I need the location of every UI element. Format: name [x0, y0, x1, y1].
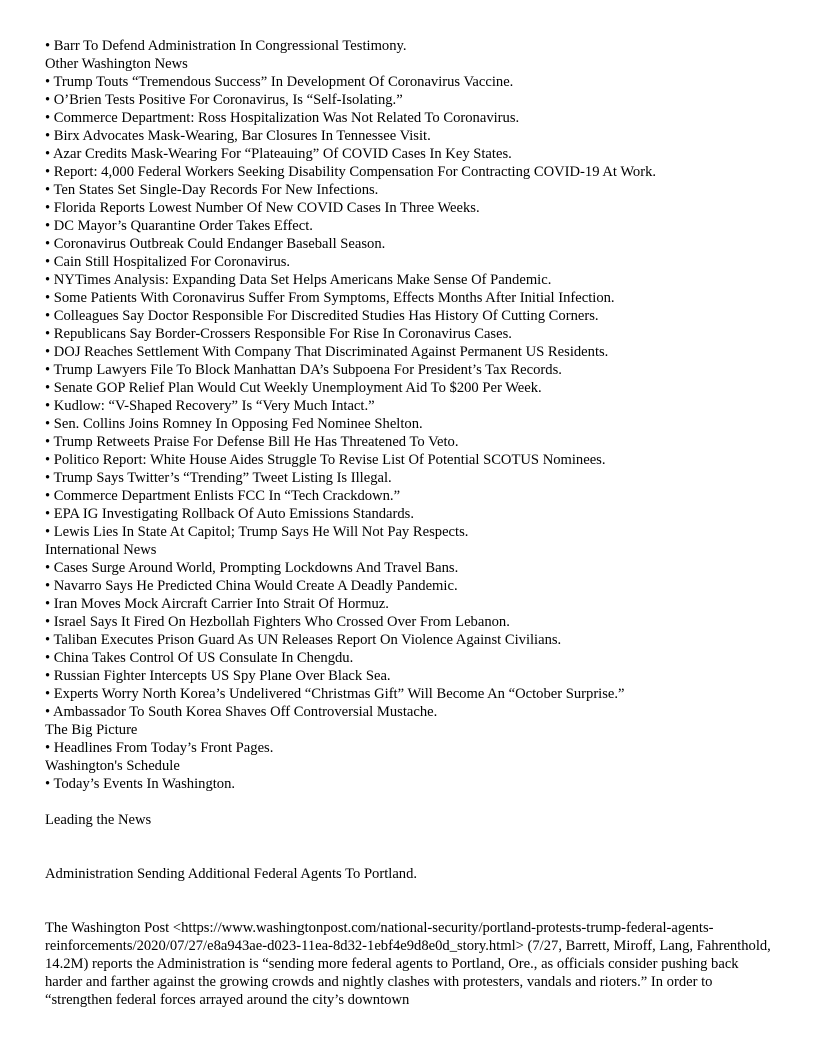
list-item: • Israel Says It Fired On Hezbollah Fighters Who Crossed Over From Lebanon. — [45, 614, 510, 630]
spacer — [45, 793, 775, 811]
list-item: • Coronavirus Outbreak Could Endanger Baseball Season. — [45, 236, 386, 252]
list-item: • Cain Still Hospitalized For Coronavirus. — [45, 254, 291, 270]
list-item: • Kudlow: “V-Shaped Recovery” Is “Very Much Intact.” — [45, 398, 375, 414]
story-body: The Washington Post <https://www.washingtonpost.com/national-security/portland-protests-trump-federal-agents-reinforcements/2020/07/27/e8a943ae-d023-11ea-8d32-1ebf4e9d8e0d_story.html> (7/27, Barrett, Miroff, Lang, Fahrenthold, 14.2M) reports the Administration is “sending more federal agents to Portland, Ore., as officials consider pushing back harder and farther against the growing crowds and nightly clashes with protesters, vandals and rioters.” In order to “strengthen federal forces arrayed around the city’s downtown — [45, 920, 771, 1008]
list-item: • DOJ Reaches Settlement With Company That Discriminated Against Permanent US Residents. — [45, 344, 609, 360]
list-item: • Colleagues Say Doctor Responsible For Discredited Studies Has History Of Cutting Corners. — [45, 308, 599, 324]
story-title: Administration Sending Additional Federal Agents To Portland. — [45, 866, 418, 882]
document-page — [45, 37, 775, 1009]
list-item: • Ten States Set Single-Day Records For New Infections. — [45, 182, 379, 198]
list-item: • Headlines From Today’s Front Pages. — [45, 740, 274, 756]
section-heading-international-news: International News — [45, 542, 157, 558]
list-item: • Lewis Lies In State At Capitol; Trump Says He Will Not Pay Respects. — [45, 524, 469, 540]
list-item: • Trump Lawyers File To Block Manhattan DA’s Subpoena For President’s Tax Records. — [45, 362, 562, 378]
section-heading-washington-schedule: Washington's Schedule — [45, 758, 180, 774]
spacer — [45, 883, 775, 919]
list-item: • Some Patients With Coronavirus Suffer From Symptoms, Effects Months After Initial Infection. — [45, 290, 615, 306]
list-item: • Trump Retweets Praise For Defense Bill He Has Threatened To Veto. — [45, 434, 459, 450]
other-washington-news-list — [45, 73, 775, 541]
list-item: • Navarro Says He Predicted China Would Create A Deadly Pandemic. — [45, 578, 458, 594]
list-item: • Taliban Executes Prison Guard As UN Releases Report On Violence Against Civilians. — [45, 632, 562, 648]
list-item: • O’Brien Tests Positive For Coronavirus, Is “Self-Isolating.” — [45, 92, 403, 108]
list-item: • Ambassador To South Korea Shaves Off Controversial Mustache. — [45, 704, 438, 720]
list-item: • Azar Credits Mask-Wearing For “Plateauing” Of COVID Cases In Key States. — [45, 146, 512, 162]
list-item: • Republicans Say Border-Crossers Responsible For Rise In Coronavirus Cases. — [45, 326, 512, 342]
spacer — [45, 829, 775, 865]
list-item: • Commerce Department Enlists FCC In “Tech Crackdown.” — [45, 488, 401, 504]
section-heading-other-washington-news: Other Washington News — [45, 56, 188, 72]
list-item: • DC Mayor’s Quarantine Order Takes Effect. — [45, 218, 313, 234]
section-heading-big-picture: The Big Picture — [45, 722, 138, 738]
section-heading-leading-the-news: Leading the News — [45, 812, 152, 828]
list-item: • Trump Says Twitter’s “Trending” Tweet Listing Is Illegal. — [45, 470, 392, 486]
list-item: • Politico Report: White House Aides Struggle To Revise List Of Potential SCOTUS Nominees. — [45, 452, 606, 468]
list-item: • Commerce Department: Ross Hospitalization Was Not Related To Coronavirus. — [45, 110, 520, 126]
list-item: • Russian Fighter Intercepts US Spy Plane Over Black Sea. — [45, 668, 391, 684]
list-item: • Florida Reports Lowest Number Of New COVID Cases In Three Weeks. — [45, 200, 480, 216]
list-item: • Iran Moves Mock Aircraft Carrier Into Strait Of Hormuz. — [45, 596, 389, 612]
list-item: • Barr To Defend Administration In Congressional Testimony. — [45, 38, 407, 54]
list-item: • Birx Advocates Mask-Wearing, Bar Closures In Tennessee Visit. — [45, 128, 431, 144]
list-item: • EPA IG Investigating Rollback Of Auto Emissions Standards. — [45, 506, 414, 522]
list-item: • Senate GOP Relief Plan Would Cut Weekly Unemployment Aid To $200 Per Week. — [45, 380, 542, 396]
list-item: • Experts Worry North Korea’s Undelivered “Christmas Gift” Will Become An “October Surprise.” — [45, 686, 625, 702]
list-item: • Sen. Collins Joins Romney In Opposing Fed Nominee Shelton. — [45, 416, 423, 432]
list-item: • NYTimes Analysis: Expanding Data Set Helps Americans Make Sense Of Pandemic. — [45, 272, 552, 288]
list-item: • China Takes Control Of US Consulate In Chengdu. — [45, 650, 354, 666]
international-news-list — [45, 559, 775, 721]
list-item: • Cases Surge Around World, Prompting Lockdowns And Travel Bans. — [45, 560, 459, 576]
list-item: • Report: 4,000 Federal Workers Seeking Disability Compensation For Contracting COVID-19 At Work. — [45, 164, 657, 180]
list-item: • Today’s Events In Washington. — [45, 776, 236, 792]
list-item: • Trump Touts “Tremendous Success” In Development Of Coronavirus Vaccine. — [45, 74, 514, 90]
